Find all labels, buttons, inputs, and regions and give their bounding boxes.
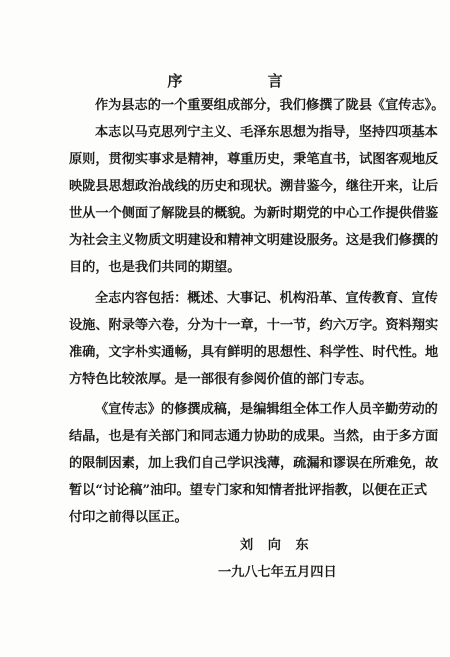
paragraph-2-line-2: 原则，贯彻实事求是精神，尊重历史，秉笔直书，试图客观地反 [69,152,439,167]
paragraph-3-line-2: 设施、附录等六卷，分为十一章，十一节，约六万字。资料翔实 [69,318,439,333]
paragraph-1-line-1: 作为县志的一个重要组成部分，我们修撰了陇县《宣传志》。 [95,98,445,113]
paragraph-2-line-5: 为社会主义物质文明建设和精神文明建设服务。这是我们修撰的 [69,233,439,248]
paragraph-3-line-4: 方特色比较浓厚。是一部很有参阅价值的部门专志。 [69,372,373,387]
paragraph-2-line-1: 本志以马克思列宁主义、毛泽东思想为指导，坚持四项基本 [95,125,438,140]
paragraph-4-line-5: 付印之前得以匡正。 [69,510,188,525]
paragraph-2-line-6: 目的，也是我们共同的期望。 [69,260,241,275]
paragraph-3-line-1: 全志内容包括：概述、大事记、机构沿革、宣传教育、宣传 [95,291,438,306]
paragraph-2-line-4: 世从一个侧面了解陇县的概貌。为新时期党的中心工作提供借鉴 [69,206,439,221]
paragraph-4-line-3: 的限制因素，加上我们自己学识浅薄，疏漏和谬误在所难免，故 [69,456,439,471]
page-title: 序 言 [167,72,323,90]
paragraph-4-line-1: 《宣传志》的修撰成稿，是编辑组全体工作人员辛勤劳动的 [95,402,438,417]
paragraph-4-line-4: 暂以“讨论稿”油印。望专门家和知情者批评指教，以便在正式 [69,483,428,498]
paragraph-4-line-2: 结晶，也是有关部门和同志通力协助的成果。当然，由于多方面 [69,429,439,444]
paragraph-3-line-3: 准确，文字朴实通畅，具有鲜明的思想性、科学性、时代性。地 [69,345,439,360]
author-signature: 刘 向 东 [240,538,314,553]
signature-date: 一九八七年五月四日 [218,565,337,580]
paragraph-2-line-3: 映陇县思想政治战线的历史和现状。溯昔鉴今，继往开来，让后 [69,179,439,194]
